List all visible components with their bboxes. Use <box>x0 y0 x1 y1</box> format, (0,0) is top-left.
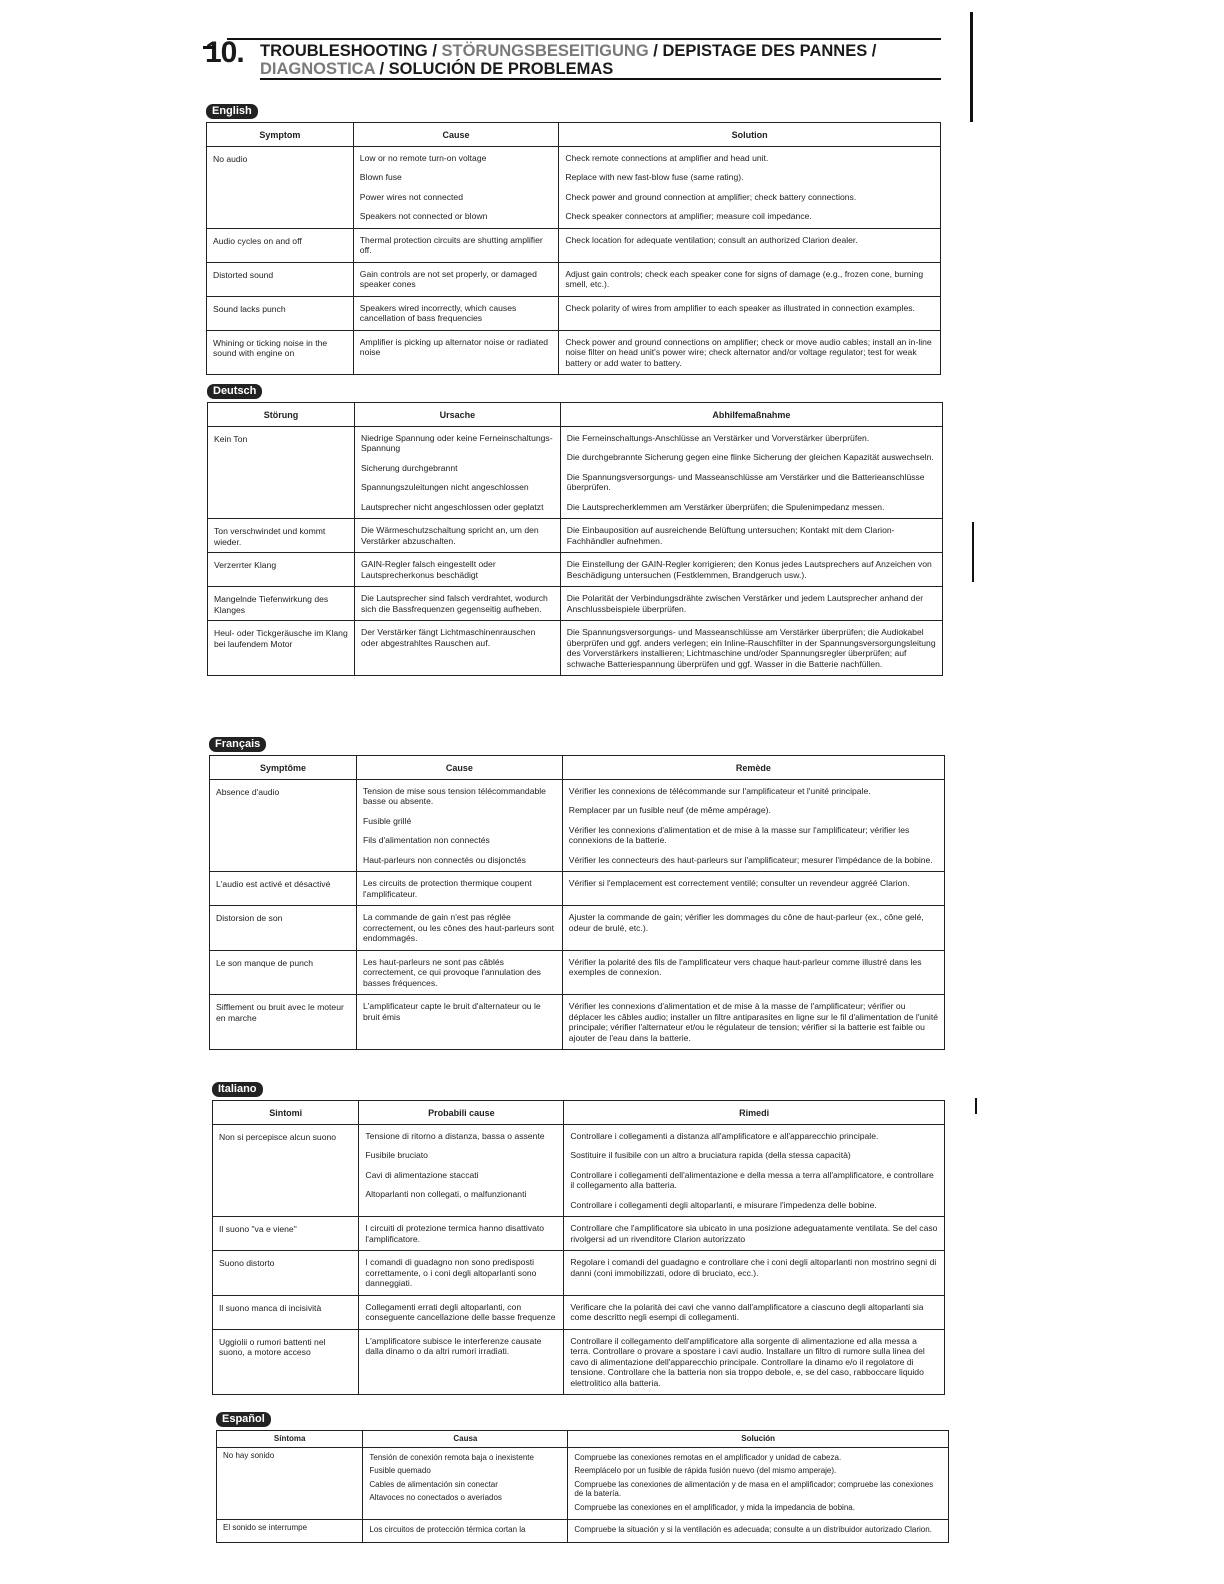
solution-cell <box>559 228 941 262</box>
column-header: Cause <box>357 756 563 780</box>
solution-item: Controllare il collegamento dell'amplificatore alla sorgente di alimentazione ed alla messa a terra. Controllare o provare a spostare i cavi audio. Installare un filtro di rumore sulla linea del cavo di alimentazione dell'apparecchio principale. Controllare la dinamo e/o il regolatore di tensione. Controllare che la batteria non sia troppo debole, e, se del caso, rabboccare liquido elettrolitico alla batteria. <box>570 1335 925 1388</box>
solution-cell <box>564 1124 945 1217</box>
cause-item: Fusible quemado <box>369 1466 431 1475</box>
solution-item: Vérifier les connexions d'alimentation et de mise à la masse sur l'amplificateur; vérifier les connexions de la batterie. <box>568 824 910 845</box>
cause-item: Los circuitos de protección térmica cortan la <box>369 1525 526 1534</box>
cause-cell <box>353 330 559 375</box>
column-header: Symptôme <box>210 756 357 780</box>
cause-cell <box>357 872 563 906</box>
solution-item: Adjust gain controls; check each speaker cone for signs of damage (e.g., frozen cone, burning smell, etc.). <box>565 268 924 289</box>
solution-item: Controllare che l'amplificatore sia ubicato in una posizione adeguatamente ventilata. Se del caso rivolgersi ad un rivenditore Clarion autorizzato <box>570 1223 938 1244</box>
table-row <box>207 146 941 228</box>
troubleshooting-table <box>206 122 941 375</box>
cause-cell <box>353 296 559 330</box>
solution-cell <box>560 553 942 587</box>
column-header: Cause <box>353 123 559 147</box>
table-row <box>213 1251 945 1296</box>
section-français <box>209 734 945 1050</box>
symptom-cell: Il suono "va e viene" <box>213 1217 359 1251</box>
table-row <box>210 906 945 951</box>
language-badge: Deutsch <box>207 384 262 399</box>
solution-cell <box>568 1447 949 1520</box>
cause-item: Fusible grillé <box>363 815 412 826</box>
column-header: Sintomi <box>213 1101 359 1125</box>
solution-item: Controllare i collegamenti a distanza all'amplificatore e all'apparecchio principale. <box>570 1130 879 1141</box>
cause-item: Die Wärmeschutzschaltung spricht an, um den Verstärker abzuschalten. <box>361 525 539 546</box>
column-header: Solución <box>568 1431 949 1448</box>
solution-item: Die durchgebrannte Sicherung gegen eine flinke Sicherung der gleichen Kapazität auswechseln. <box>566 452 934 462</box>
cause-item: Power wires not connected <box>359 191 463 202</box>
table-header-row <box>208 403 943 427</box>
table-row <box>213 1295 945 1329</box>
symptom-cell: No hay sonido <box>217 1447 363 1520</box>
cause-item: L'amplificateur capte le bruit d'alternateur ou le bruit émis <box>363 1001 541 1022</box>
section-italiano <box>212 1079 945 1395</box>
solution-cell <box>564 1251 945 1296</box>
table-row <box>210 950 945 995</box>
cause-item: Les haut-parleurs ne sont pas câblés correctement, ce qui provoque l'annulation des basses fréquences. <box>363 956 541 988</box>
solution-item: Die Einstellung der GAIN-Regler korrigieren; den Konus jedes Lautsprechers auf Anzeichen von Beschädigung untersuchen (Festklemmen, Brandgeruch usw.). <box>566 559 932 580</box>
table-row <box>213 1329 945 1395</box>
cause-item: Thermal protection circuits are shutting amplifier off. <box>359 234 543 255</box>
table-header-row <box>217 1431 949 1448</box>
solution-cell <box>564 1329 945 1395</box>
binding-line <box>975 1098 977 1114</box>
cause-item: I comandi di guadagno non sono predisposti correttamente, o i coni degli altoparlanti sono danneggiati. <box>365 1257 537 1288</box>
symptom-cell: Mangelnde Tiefenwirkung des Klanges <box>208 587 355 621</box>
section-deutsch <box>207 381 943 676</box>
solution-item: Die Polarität der Verbindungsdrähte zwischen Verstärker und jedem Lautsprecher anhand der Anschlussbeispiele überprüfen. <box>566 593 924 614</box>
table-row <box>210 779 945 872</box>
symptom-cell: Whining or ticking noise in the sound with engine on <box>207 330 354 375</box>
cause-cell <box>357 950 563 995</box>
symptom-cell: Sound lacks punch <box>207 296 354 330</box>
solution-item: Vérifier les connecteurs des haut-parleurs sur l'amplificateur; mesurer l'impédance de la bobine. <box>568 854 933 865</box>
language-badge: Italiano <box>212 1082 263 1097</box>
solution-item: Check location for adequate ventilation; consult an authorized Clarion dealer. <box>565 234 858 245</box>
symptom-cell: Suono distorto <box>213 1251 359 1296</box>
solution-item: Die Spannungsversorgungs- und Masseanschlüsse am Verstärker überprüfen; die Audiokabel überprüfen und ggf. anders verlegen; ein Inline-Rauschfilter in der Spannungsversorgungsleitung des Vorverstärkers installieren; Lichtmaschine und/oder Spannungsregler überprüfen; auf schwache Batteriespannung überprüfen und ggf. Wasser in die Batterie nachfüllen. <box>566 627 936 669</box>
table-row <box>210 995 945 1050</box>
cause-item: GAIN-Regler falsch eingestellt oder Lautsprecherkonus beschädigt <box>361 559 496 580</box>
solution-item: Reemplácelo por un fusible de rápida fusión nuevo (del mismo amperaje). <box>574 1466 837 1475</box>
cause-item: Speakers not connected or blown <box>359 211 488 221</box>
column-header: Causa <box>363 1431 568 1448</box>
cause-cell <box>353 262 559 296</box>
solution-cell <box>560 621 942 676</box>
table-row <box>207 330 941 375</box>
title-it: DIAGNOSTICA <box>260 60 375 78</box>
solution-cell <box>564 1217 945 1251</box>
cause-cell <box>355 587 561 621</box>
solution-item: Die Einbauposition auf ausreichende Belüftung untersuchen; Kontakt mit dem Clarion-Fachhändler aufnehmen. <box>566 525 895 546</box>
symptom-cell: El sonido se interrumpe <box>217 1520 363 1543</box>
solution-item: Die Lautsprecherklemmen am Verstärker überprüfen; die Spulenimpedanz messen. <box>566 501 885 512</box>
binding-line <box>970 12 973 122</box>
table-row <box>213 1217 945 1251</box>
solution-item: Replace with new fast-blow fuse (same rating). <box>565 172 744 182</box>
table-row <box>208 519 943 553</box>
cause-item: Blown fuse <box>359 172 402 182</box>
column-header: Symptom <box>207 123 354 147</box>
cause-item: Low or no remote turn-on voltage <box>359 152 487 163</box>
symptom-cell: Il suono manca di incisività <box>213 1295 359 1329</box>
title-de: STÖRUNGSBESEITIGUNG <box>441 42 649 60</box>
table-row <box>217 1520 949 1543</box>
solution-cell <box>560 587 942 621</box>
cause-cell <box>355 621 561 676</box>
column-header: Rimedi <box>564 1101 945 1125</box>
symptom-cell: No audio <box>207 146 354 228</box>
symptom-cell: Ton verschwindet und kommt wieder. <box>208 519 355 553</box>
cause-cell <box>359 1329 564 1395</box>
table-row <box>213 1124 945 1217</box>
solution-item: Check power and ground connections on amplifier; check or move audio cables; install an in-line noise filter on head unit's power wire; check alternator and/or voltage regulator; test for weak battery or add water to battery. <box>565 336 932 368</box>
header-bottom-rule <box>260 78 941 80</box>
cause-item: Altavoces no conectados o averiados <box>369 1493 502 1502</box>
cause-cell <box>353 146 559 228</box>
solution-cell <box>568 1520 949 1543</box>
cause-cell <box>359 1251 564 1296</box>
cause-cell <box>363 1447 568 1520</box>
symptom-cell: Heul- oder Tickgeräusche im Klang bei laufendem Motor <box>208 621 355 676</box>
cause-item: L'amplificatore subisce le interferenze causate dalla dinamo o da altri rumori irradiati. <box>365 1335 542 1356</box>
symptom-cell: L'audio est activé et désactivé <box>210 872 357 906</box>
column-header: Remède <box>562 756 944 780</box>
cause-item: Cavi di alimentazione staccati <box>365 1169 479 1180</box>
cause-cell <box>355 553 561 587</box>
solution-cell <box>559 330 941 375</box>
symptom-cell: Kein Ton <box>208 426 355 519</box>
solution-item: Verificare che la polarità dei cavi che vanno dall'amplificatore a ciascuno degli altoparlanti sia come descritto negli esempi di collegamenti. <box>570 1301 924 1322</box>
cause-item: I circuiti di protezione termica hanno disattivato l'amplificatore. <box>365 1223 545 1244</box>
table-row <box>207 262 941 296</box>
column-header: Abhilfemaßnahme <box>560 403 942 427</box>
solution-item: Vérifier les connexions de télécommande sur l'amplificateur et l'unité principale. <box>568 785 871 796</box>
solution-cell <box>559 262 941 296</box>
troubleshooting-table <box>209 755 945 1050</box>
solution-item: Compruebe las conexiones de alimentación y de masa en el amplificador; compruebe las conexiones de la batería. <box>574 1479 934 1498</box>
solution-item: Compruebe las conexiones remotas en el amplificador y unidad de cabeza. <box>574 1452 842 1462</box>
troubleshooting-table <box>207 402 943 676</box>
table-row <box>208 426 943 519</box>
solution-item: Vérifier la polarité des fils de l'amplificateur vers chaque haut-parleur comme illustré dans les exemples de connexion. <box>568 956 922 977</box>
solution-cell <box>560 519 942 553</box>
column-header: Ursache <box>355 403 561 427</box>
cause-item: Collegamenti errati degli altoparlanti, con conseguente cancellazione delle basse frequenze <box>365 1301 556 1322</box>
cause-item: Gain controls are not set properly, or damaged speaker cones <box>359 268 537 289</box>
cause-item: Die Lautsprecher sind falsch verdrahtet, wodurch sich die Bassfrequenzen gegenseitig aufheben. <box>361 593 548 614</box>
cause-item: Fils d'alimentation non connectés <box>363 835 490 845</box>
cause-item: Altoparlanti non collegati, o malfunzionanti <box>365 1189 527 1199</box>
symptom-cell: Sifflement ou bruit avec le moteur en marche <box>210 995 357 1050</box>
symptom-cell: Absence d'audio <box>210 779 357 872</box>
solution-cell <box>562 906 944 951</box>
solution-item: Die Spannungsversorgungs- und Masseanschlüsse am Verstärker und die Batterieanschlüsse überprüfen. <box>566 471 925 492</box>
table-header-row <box>207 123 941 147</box>
cause-item: Lautsprecher nicht angeschlossen oder geplatzt <box>361 501 544 512</box>
solution-cell <box>560 426 942 519</box>
cause-item: Fusibile bruciato <box>365 1150 428 1160</box>
solution-item: Check power and ground connection at amplifier; check battery connections. <box>565 191 857 202</box>
cause-item: Niedrige Spannung oder keine Ferneinschaltungs-Spannung <box>361 432 553 453</box>
language-badge: Français <box>209 737 266 752</box>
cause-item: Tension de mise sous tension télécommandable basse ou absente. <box>363 785 546 806</box>
cause-cell <box>355 519 561 553</box>
solution-item: Remplacer par un fusible neuf (de même ampérage). <box>568 805 771 815</box>
solution-item: Controllare i collegamenti dell'alimentazione e della messa a terra all'amplificatore, e controllare il collegamento alla batteria. <box>570 1169 934 1190</box>
cause-cell <box>357 906 563 951</box>
symptom-cell: Distorted sound <box>207 262 354 296</box>
solution-cell <box>562 950 944 995</box>
solution-item: Check polarity of wires from amplifier to each speaker as illustrated in connection examples. <box>565 302 915 313</box>
table-header-row <box>213 1101 945 1125</box>
cause-item: Speakers wired incorrectly, which causes cancellation of bass frequencies <box>359 302 517 323</box>
section-number: 10. <box>205 36 244 69</box>
cause-cell <box>357 995 563 1050</box>
symptom-cell: Le son manque de punch <box>210 950 357 995</box>
cause-item: Tensione di ritorno a distanza, bassa o assente <box>365 1130 545 1141</box>
symptom-cell: Verzerrter Klang <box>208 553 355 587</box>
language-badge: English <box>206 104 258 119</box>
solution-item: Sostituire il fusibile con un altro a bruciatura rapida (della stessa capacità) <box>570 1150 851 1160</box>
title-es: / SOLUCIÓN DE PROBLEMAS <box>374 60 614 78</box>
solution-item: Vérifier les connexions d'alimentation et de mise à la masse de l'amplificateur; vérifier ou déplacer les câbles audio; installer un filtre antiparasites en ligne sur le fil d'alimentation de l'unité principale; vérifier l'alternateur et/ou le régulateur de tension; vérifier si la batterie est faible ou ajouter de l'eau dans la batterie. <box>568 1001 939 1043</box>
cause-item: La commande de gain n'est pas réglée correctement, ou les cônes des haut-parleurs sont endommagés. <box>363 912 555 943</box>
symptom-cell: Non si percepisce alcun suono <box>213 1124 359 1217</box>
solution-item: Vérifier si l'emplacement est correctement ventilé; consulter un revendeur aggréé Clarion. <box>568 878 910 888</box>
solution-cell <box>564 1295 945 1329</box>
cause-cell <box>359 1124 564 1217</box>
solution-cell <box>562 779 944 872</box>
table-row <box>217 1447 949 1520</box>
solution-item: Check speaker connectors at amplifier; measure coil impedance. <box>565 211 812 221</box>
solution-cell <box>559 146 941 228</box>
cause-cell <box>363 1520 568 1543</box>
column-header: Síntoma <box>217 1431 363 1448</box>
column-header: Probabili cause <box>359 1101 564 1125</box>
title-fr: / DEPISTAGE DES PANNES / <box>648 42 877 60</box>
table-row <box>210 872 945 906</box>
cause-item: Les circuits de protection thermique coupent l'amplificateur. <box>363 878 532 899</box>
page-title <box>260 42 920 78</box>
troubleshooting-table <box>216 1430 949 1543</box>
cause-item: Tensión de conexión remota baja o inexistente <box>369 1452 534 1462</box>
solution-item: Die Ferneinschaltungs-Anschlüsse an Verstärker und Vorverstärker überprüfen. <box>566 432 870 443</box>
solution-cell <box>562 872 944 906</box>
cause-item: Haut-parleurs non connectés ou disjonctés <box>363 854 526 865</box>
solution-item: Check remote connections at amplifier and head unit. <box>565 152 769 163</box>
symptom-cell: Uggiolii o rumori battenti nel suono, a motore acceso <box>213 1329 359 1395</box>
title-en: TROUBLESHOOTING / <box>260 42 442 60</box>
solution-item: Compruebe las conexiones en el amplificador, y mida la impedancia de bobina. <box>574 1502 855 1512</box>
cause-cell <box>355 426 561 519</box>
symptom-cell: Distorsion de son <box>210 906 357 951</box>
solution-item: Regolare i comandi del guadagno e controllare che i coni degli altoparlanti non mostrino segni di danni (coni immobilizzati, odore di bruciato, ecc.). <box>570 1257 937 1278</box>
header-top-rule <box>227 38 941 40</box>
table-row <box>208 621 943 676</box>
symptom-cell: Audio cycles on and off <box>207 228 354 262</box>
cause-item: Amplifier is picking up alternator noise or radiated noise <box>359 336 548 357</box>
troubleshooting-table <box>212 1100 945 1395</box>
table-row <box>207 296 941 330</box>
table-row <box>207 228 941 262</box>
cause-cell <box>357 779 563 872</box>
solution-item: Controllare i collegamenti degli altoparlanti, e misurare l'impedenza delle bobine. <box>570 1199 877 1210</box>
table-header-row <box>210 756 945 780</box>
cause-item: Spannungszuleitungen nicht angeschlossen <box>361 482 529 492</box>
solution-cell <box>562 995 944 1050</box>
binding-line <box>972 522 974 582</box>
table-row <box>208 587 943 621</box>
cause-item: Der Verstärker fängt Lichtmaschinenrauschen oder abgestrahltes Rauschen auf. <box>361 627 536 648</box>
solution-item: Ajuster la commande de gain; vérifier les dommages du cône de haut-parleur (ex., cône gelé, odeur de brulé, etc.). <box>568 912 924 933</box>
solution-item: Compruebe la situación y si la ventilación es adecuada; consulte a un distribuidor autorizado Clarion. <box>574 1525 932 1534</box>
column-header: Störung <box>208 403 355 427</box>
solution-cell <box>559 296 941 330</box>
language-badge: Español <box>216 1412 271 1427</box>
section-español <box>216 1409 949 1543</box>
table-row <box>208 553 943 587</box>
cause-item: Sicherung durchgebrannt <box>361 462 458 473</box>
cause-cell <box>359 1295 564 1329</box>
cause-cell <box>359 1217 564 1251</box>
section-english <box>206 101 941 375</box>
column-header: Solution <box>559 123 941 147</box>
cause-cell <box>353 228 559 262</box>
cause-item: Cables de alimentación sin conectar <box>369 1479 498 1489</box>
